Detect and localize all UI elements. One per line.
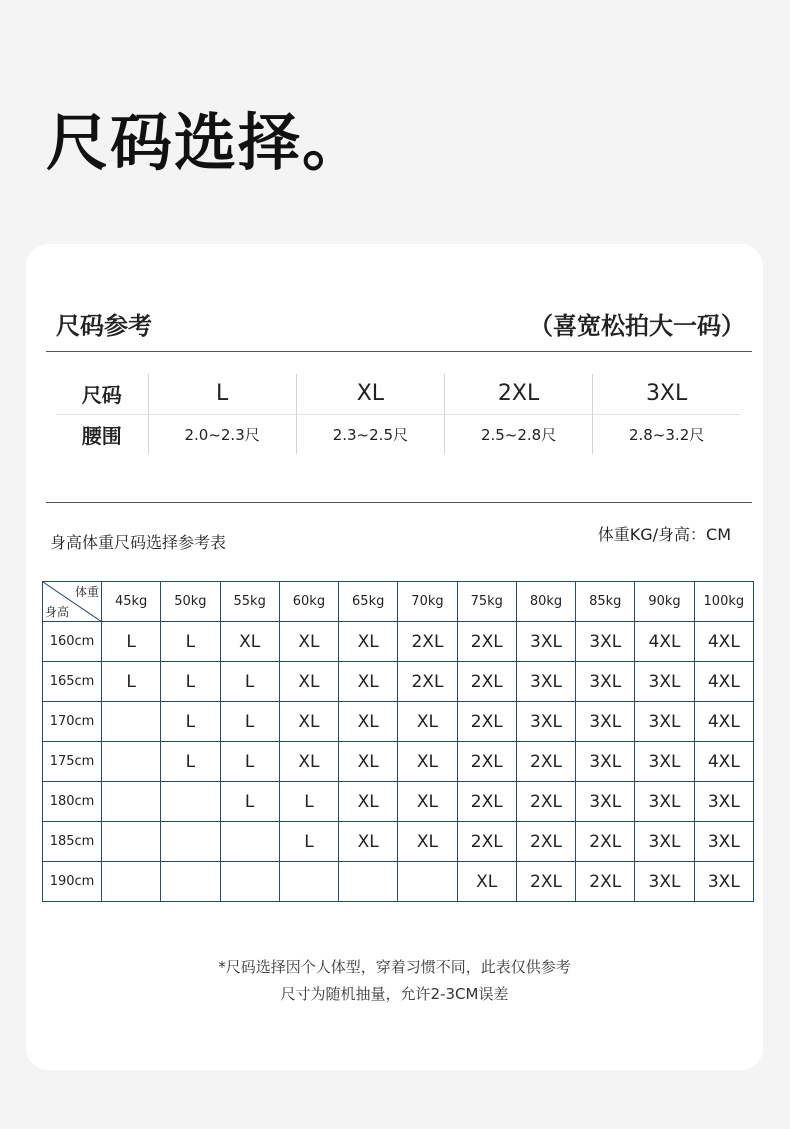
divider-middle (46, 502, 752, 503)
size-cell: 3XL (635, 862, 694, 902)
waist-value: 2.5~2.8尺 (444, 414, 592, 454)
unit-note: 体重KG/身高：CM (597, 525, 731, 544)
size-cell: XL (339, 742, 398, 782)
size-cell: XL (279, 622, 338, 662)
weight-header: 60kg (279, 582, 338, 622)
corner-height-label: 身高 (45, 605, 70, 619)
corner-weight-label: 体重 (74, 585, 99, 599)
size-cell: 3XL (516, 702, 575, 742)
size-cell: L (220, 782, 279, 822)
size-cell (279, 862, 338, 902)
size-cell: 3XL (694, 822, 753, 862)
height-label: 165cm (43, 662, 102, 702)
weight-header: 55kg (220, 582, 279, 622)
size-cell: 3XL (635, 662, 694, 702)
size-cell: L (220, 702, 279, 742)
size-cell (102, 862, 161, 902)
size-cell: 4XL (694, 662, 753, 702)
size-cell: L (161, 702, 220, 742)
size-cell: XL (220, 622, 279, 662)
waist-value: 2.8~3.2尺 (593, 414, 740, 454)
size-value: 3XL (593, 374, 740, 414)
size-cell (161, 782, 220, 822)
size-cell: XL (398, 742, 457, 782)
height-label: 160cm (43, 622, 102, 662)
weight-header: 50kg (161, 582, 220, 622)
size-cell: L (102, 662, 161, 702)
size-reference-header: 尺码参考 (56, 312, 152, 340)
size-cell: 3XL (576, 702, 635, 742)
page-title: 尺码选择。 (46, 106, 367, 179)
size-cell: 4XL (694, 702, 753, 742)
size-cell: 2XL (457, 822, 516, 862)
height-weight-table (42, 581, 754, 902)
size-cell (102, 822, 161, 862)
size-cell: 2XL (516, 742, 575, 782)
size-cell: XL (279, 742, 338, 782)
size-cell (161, 822, 220, 862)
size-cell: 3XL (576, 662, 635, 702)
size-cell: XL (398, 782, 457, 822)
divider-top (46, 351, 752, 352)
weight-header: 80kg (516, 582, 575, 622)
size-cell: 2XL (457, 622, 516, 662)
size-cell: L (220, 742, 279, 782)
size-cell: XL (339, 662, 398, 702)
weight-header: 70kg (398, 582, 457, 622)
weight-header: 65kg (339, 582, 398, 622)
weight-header: 90kg (635, 582, 694, 622)
size-reference-note: （喜宽松拍大一码） (529, 312, 745, 340)
size-cell: 2XL (457, 702, 516, 742)
size-cell: 2XL (398, 662, 457, 702)
size-cell: 3XL (516, 622, 575, 662)
size-cell: 3XL (635, 822, 694, 862)
size-cell: L (161, 662, 220, 702)
size-cell: 3XL (576, 622, 635, 662)
table-row (43, 702, 754, 742)
height-label: 185cm (43, 822, 102, 862)
size-cell: L (161, 622, 220, 662)
waist-value: 2.3~2.5尺 (296, 414, 444, 454)
size-cell: XL (339, 622, 398, 662)
size-cell (102, 742, 161, 782)
size-cell: 2XL (398, 622, 457, 662)
size-cell (398, 862, 457, 902)
size-value: XL (296, 374, 444, 414)
waist-size-table (56, 374, 740, 454)
size-cell: XL (339, 782, 398, 822)
size-cell: L (279, 822, 338, 862)
corner-cell (43, 582, 102, 622)
size-cell: 3XL (694, 862, 753, 902)
size-value: L (148, 374, 296, 414)
table-row (43, 742, 754, 782)
size-value: 2XL (444, 374, 592, 414)
size-cell: L (102, 622, 161, 662)
size-cell: 2XL (576, 822, 635, 862)
size-cell: XL (339, 822, 398, 862)
weight-header: 100kg (694, 582, 753, 622)
size-cell (220, 822, 279, 862)
size-cell: L (220, 662, 279, 702)
size-row-label: 尺码 (56, 374, 148, 414)
size-cell: 4XL (694, 742, 753, 782)
size-cell: XL (279, 702, 338, 742)
height-label: 170cm (43, 702, 102, 742)
weight-header: 85kg (576, 582, 635, 622)
table-row (43, 782, 754, 822)
size-cell: 2XL (457, 662, 516, 702)
size-cell: 3XL (635, 782, 694, 822)
height-label: 175cm (43, 742, 102, 782)
table-row (43, 622, 754, 662)
size-cell: 2XL (576, 862, 635, 902)
waist-value: 2.0~2.3尺 (148, 414, 296, 454)
size-cell: XL (279, 662, 338, 702)
size-cell (102, 702, 161, 742)
size-cell: 3XL (694, 782, 753, 822)
waist-row-label: 腰围 (81, 423, 122, 448)
size-row (56, 374, 740, 414)
table-row (43, 862, 754, 902)
chart-title: 身高体重尺码选择参考表 (50, 533, 227, 552)
size-cell: 4XL (694, 622, 753, 662)
size-cell: XL (339, 702, 398, 742)
size-cell (339, 862, 398, 902)
table-row (43, 662, 754, 702)
height-label: 180cm (43, 782, 102, 822)
footnote-line-2: 尺寸为随机抽量，允许2-3CM误差 (280, 985, 509, 1003)
size-card (26, 244, 763, 1070)
waist-row (56, 414, 740, 454)
size-cell: L (279, 782, 338, 822)
size-cell: 3XL (576, 742, 635, 782)
size-cell: 2XL (457, 782, 516, 822)
weight-header: 75kg (457, 582, 516, 622)
size-cell (220, 862, 279, 902)
table-row (43, 822, 754, 862)
size-cell: L (161, 742, 220, 782)
weight-header: 45kg (102, 582, 161, 622)
table-body (43, 622, 754, 902)
size-cell: 3XL (635, 702, 694, 742)
size-cell: XL (457, 862, 516, 902)
size-cell: XL (398, 822, 457, 862)
size-cell: XL (398, 702, 457, 742)
size-cell: 2XL (457, 742, 516, 782)
size-cell: 3XL (576, 782, 635, 822)
size-cell: 4XL (635, 622, 694, 662)
size-cell (102, 782, 161, 822)
size-cell (161, 862, 220, 902)
weight-header-row (43, 582, 754, 622)
footnote-line-1: *尺码选择因个人体型，穿着习惯不同，此表仅供参考 (218, 958, 571, 976)
size-cell: 3XL (516, 662, 575, 702)
size-cell: 2XL (516, 782, 575, 822)
size-cell: 3XL (635, 742, 694, 782)
size-cell: 2XL (516, 822, 575, 862)
height-label: 190cm (43, 862, 102, 902)
size-cell: 2XL (516, 862, 575, 902)
